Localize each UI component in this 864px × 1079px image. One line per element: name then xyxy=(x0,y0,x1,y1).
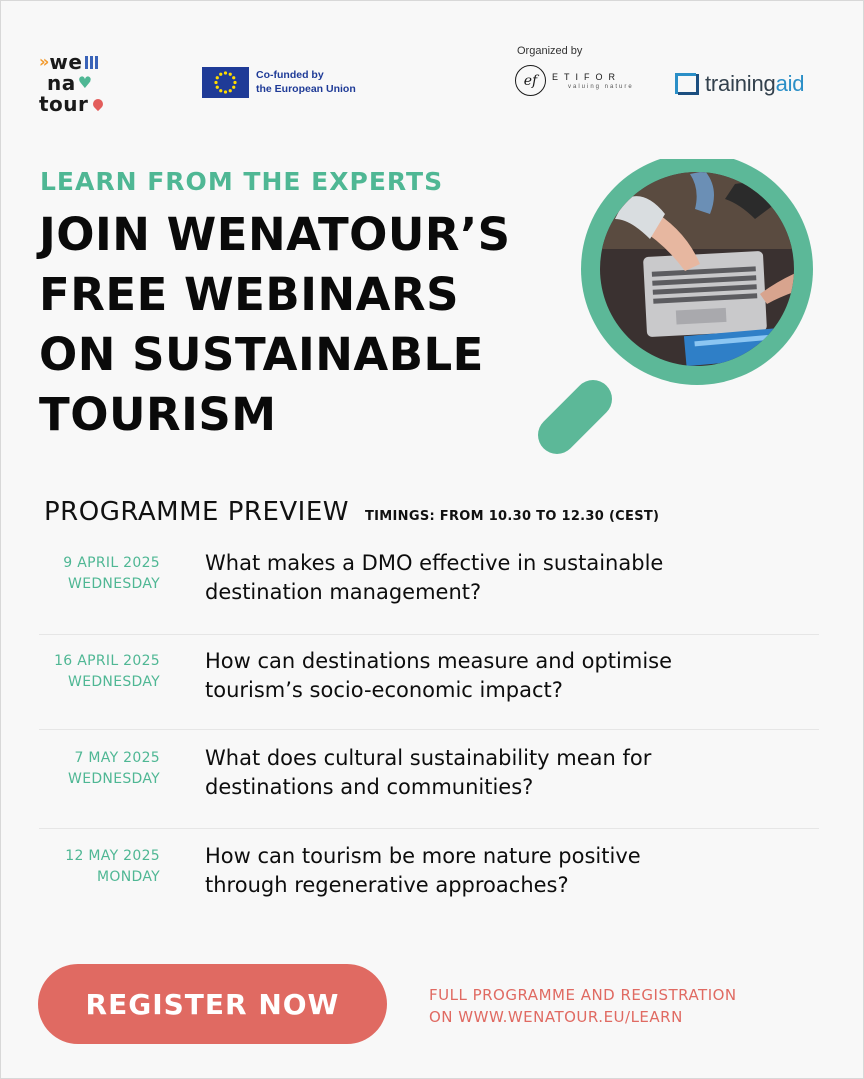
programme-header xyxy=(44,497,659,527)
session-date-text: 9 APRIL 2025 xyxy=(63,555,160,571)
session-topic xyxy=(205,549,663,607)
organized-by-label: Organized by xyxy=(517,45,583,57)
programme-title: PROGRAMME PREVIEW xyxy=(44,497,349,527)
session-topic xyxy=(205,842,641,900)
session-day-text: WEDNESDAY xyxy=(68,576,160,592)
register-now-button[interactable]: REGISTER NOW xyxy=(38,964,387,1044)
headline-line: TOURISM xyxy=(39,388,277,441)
session-topic-line1: How can tourism be more nature positive xyxy=(205,844,641,868)
eu-text-line2: the European Union xyxy=(256,82,356,95)
session-date xyxy=(39,744,160,790)
session-date xyxy=(39,647,160,693)
session-date-text: 7 MAY 2025 xyxy=(74,750,160,766)
etifor-logo[interactable] xyxy=(515,65,634,96)
registration-info[interactable] xyxy=(429,984,737,1028)
main-headline xyxy=(39,205,579,445)
session-topic xyxy=(205,647,672,705)
eyebrow-heading: LEARN FROM THE EXPERTS xyxy=(40,167,444,196)
trainingaid-logo-icon xyxy=(675,73,699,95)
etifor-name: ETIFOR xyxy=(552,71,621,82)
session-row xyxy=(39,730,819,829)
trainingaid-text xyxy=(705,71,804,97)
logo-text-line2: na xyxy=(47,71,76,95)
session-row xyxy=(39,549,819,635)
session-topic-line1: How can destinations measure and optimise xyxy=(205,649,673,673)
eu-cofunded-logo xyxy=(202,67,356,98)
session-date xyxy=(39,549,160,595)
double-chevron-icon: » xyxy=(39,52,47,71)
session-topic-line2: destination management? xyxy=(205,580,482,604)
registration-info-line1: FULL PROGRAMME AND REGISTRATION xyxy=(429,986,737,1004)
trainingaid-part1: training xyxy=(705,71,776,96)
session-date-text: 16 APRIL 2025 xyxy=(54,653,160,669)
etifor-logo-icon xyxy=(515,65,546,96)
session-row xyxy=(39,829,819,919)
headline-line: FREE WEBINARS xyxy=(39,268,460,321)
etifor-mark: ef xyxy=(523,72,538,89)
session-day-text: WEDNESDAY xyxy=(68,771,160,787)
programme-timings: TIMINGS: FROM 10.30 TO 12.30 (CEST) xyxy=(364,509,660,524)
session-topic-line2: tourism’s socio-economic impact? xyxy=(205,678,563,702)
session-topic-line2: destinations and communities? xyxy=(205,775,534,799)
eu-text xyxy=(256,69,356,96)
magnifier-icon xyxy=(535,159,835,469)
session-day-text: MONDAY xyxy=(97,869,160,885)
session-topic-line1: What does cultural sustainability mean for xyxy=(205,746,652,770)
etifor-tagline: valuing nature xyxy=(568,83,634,90)
session-topic-line2: through regenerative approaches? xyxy=(205,873,569,897)
eu-text-line1: Co-funded by xyxy=(256,68,324,81)
session-topic xyxy=(205,744,651,802)
session-date xyxy=(39,842,160,888)
trainingaid-logo[interactable] xyxy=(675,71,804,97)
eu-flag-icon xyxy=(202,67,249,98)
registration-url[interactable]: ON WWW.WENATOUR.EU/LEARN xyxy=(429,1008,683,1026)
logo-text-line1: we xyxy=(49,50,83,74)
bars-icon xyxy=(85,56,98,69)
session-topic-line1: What makes a DMO effective in sustainable xyxy=(205,551,664,575)
wenatour-logo[interactable] xyxy=(39,51,139,115)
logo-text-line3: tour xyxy=(39,92,89,116)
session-day-text: WEDNESDAY xyxy=(68,674,160,690)
headline-line: ON SUSTAINABLE xyxy=(39,328,484,381)
heart-icon: ♥ xyxy=(77,73,93,92)
session-date-text: 12 MAY 2025 xyxy=(65,848,160,864)
trainingaid-part2: aid xyxy=(775,71,805,96)
location-pin-icon xyxy=(91,97,105,111)
headline-line: JOIN WENATOUR’S xyxy=(39,208,511,261)
session-row xyxy=(39,635,819,730)
session-list xyxy=(39,549,819,919)
